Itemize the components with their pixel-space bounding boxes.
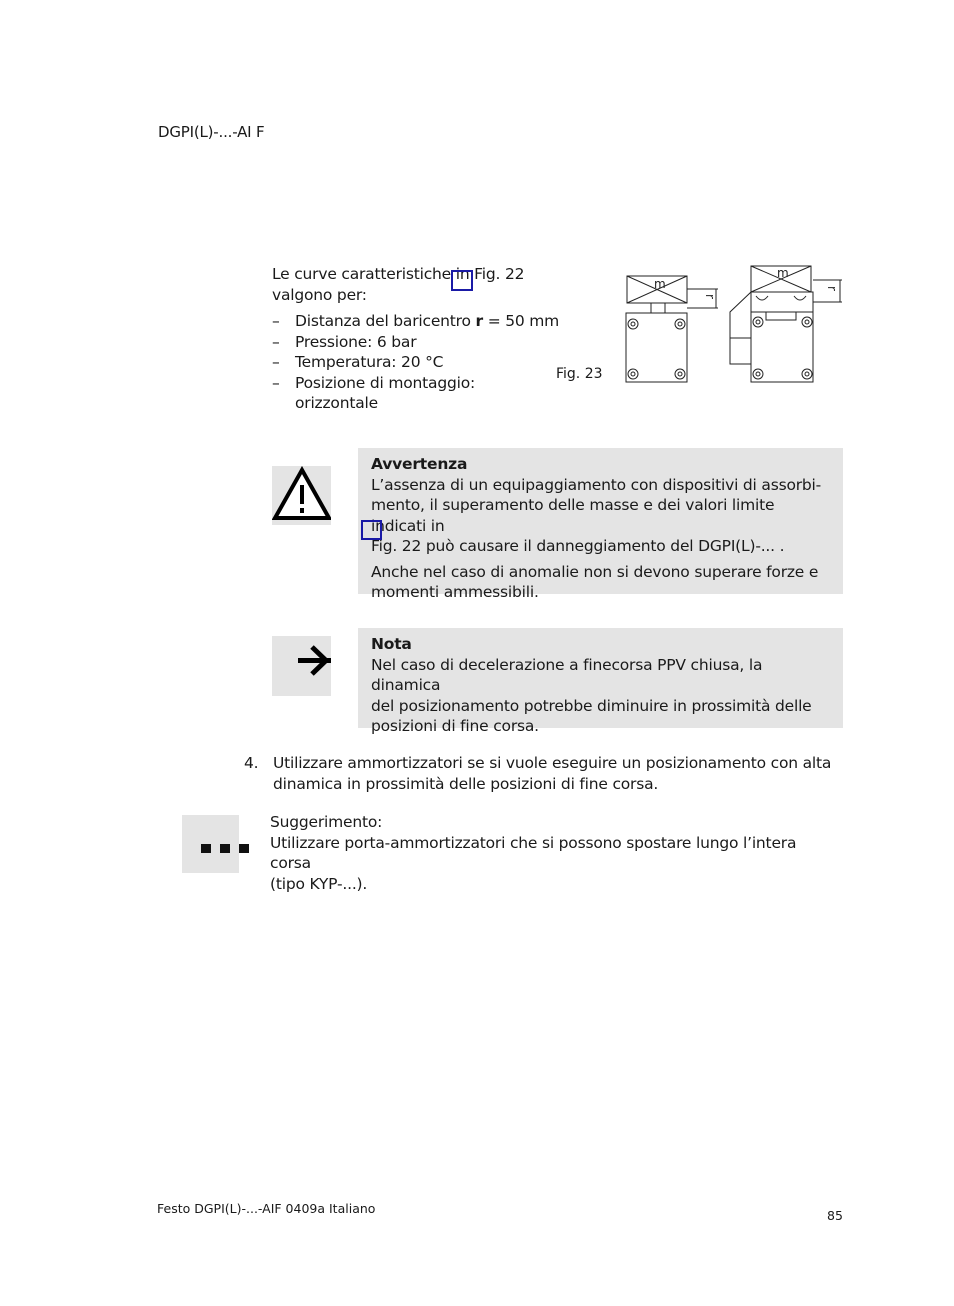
list-item-bold: r bbox=[475, 312, 483, 330]
tip-line-1: Utilizzare porta-ammortizzatori che si possono spostare lungo l’intera corsa bbox=[270, 833, 797, 872]
document-header: DGPI(L)-...-AI F bbox=[158, 123, 265, 141]
note-line-1: Nel caso di decelerazione a finecorsa PPV chiusa, la dinamica bbox=[371, 655, 763, 694]
tip-title: Suggerimento: bbox=[270, 813, 383, 831]
list-item bbox=[272, 352, 562, 373]
list-item-text: Temperatura: 20 °C bbox=[295, 353, 444, 371]
warning-triangle-icon bbox=[272, 466, 331, 525]
list-dash: – bbox=[272, 312, 280, 330]
step-number: 4. bbox=[244, 754, 259, 772]
list-item bbox=[272, 311, 562, 332]
warning-line-3: Fig. 22 può causare il danneggiamento del DGPI(L)-... . bbox=[371, 537, 785, 555]
warning-line-1: L’assenza di un equipaggiamento con dispositivi di assorbi- bbox=[371, 475, 822, 494]
list-item-text: Pressione: 6 bar bbox=[295, 332, 417, 351]
tip-icon-box bbox=[182, 815, 239, 873]
document-footer: Festo DGPI(L)-...-AIF 0409a Italiano bbox=[157, 1201, 376, 1216]
note-line-3: posizioni di fine corsa. bbox=[371, 717, 539, 735]
figure-caption: Fig. 23 bbox=[556, 366, 603, 382]
note-box bbox=[358, 628, 843, 735]
mass-label-right: m bbox=[777, 266, 789, 280]
warning-icon-box bbox=[272, 466, 331, 525]
page-number: 85 bbox=[827, 1208, 843, 1223]
tip-text bbox=[270, 812, 840, 894]
tip-line-2: (tipo KYP-...). bbox=[270, 874, 368, 893]
warning-line-4: Anche nel caso di anomalie non si devono superare forze e bbox=[371, 562, 819, 581]
step-text bbox=[273, 753, 833, 794]
conditions-list bbox=[272, 311, 562, 414]
list-item-text-cont: orizzontale bbox=[295, 394, 378, 412]
list-dash: – bbox=[272, 373, 280, 392]
list-item bbox=[272, 373, 562, 414]
note-title: Nota bbox=[371, 635, 412, 653]
warning-line-5: momenti ammessibili. bbox=[371, 583, 539, 601]
mounting-figure bbox=[620, 262, 850, 388]
step-line-2: dinamica in prossimità delle posizioni di fine corsa. bbox=[273, 774, 659, 793]
list-item-text: Posizione di montaggio: bbox=[295, 373, 476, 392]
warning-title: Avvertenza bbox=[371, 455, 468, 473]
intro-line-2: valgono per: bbox=[272, 285, 367, 304]
arrow-right-icon bbox=[272, 636, 331, 696]
mass-label-left: m bbox=[654, 277, 666, 291]
radius-label-right: r bbox=[825, 286, 839, 291]
figure-right-assembly bbox=[730, 266, 842, 382]
list-item bbox=[272, 332, 562, 353]
warning-line-2: mento, il superamento delle masse e dei valori limite indicati in bbox=[371, 496, 775, 535]
list-item-suffix: = 50 mm bbox=[482, 312, 560, 330]
figure-left-assembly bbox=[626, 276, 718, 382]
warning-box bbox=[358, 448, 843, 601]
list-dash: – bbox=[272, 353, 280, 371]
radius-label-left: r bbox=[703, 294, 717, 299]
note-line-2: del posizionamento potrebbe diminuire in prossimità delle bbox=[371, 696, 812, 715]
link-marker-fig22-warning[interactable] bbox=[361, 520, 382, 540]
step-line-1: Utilizzare ammortizzatori se si vuole eseguire un posizionamento con alta bbox=[273, 754, 832, 772]
list-item-text: Distanza del baricentro bbox=[295, 312, 476, 330]
link-marker-fig22[interactable] bbox=[451, 270, 473, 291]
intro-line-1: Le curve caratteristiche in Fig. 22 bbox=[272, 265, 525, 283]
intro-paragraph bbox=[272, 264, 552, 305]
note-icon-box bbox=[272, 636, 331, 696]
list-dash: – bbox=[272, 332, 280, 351]
